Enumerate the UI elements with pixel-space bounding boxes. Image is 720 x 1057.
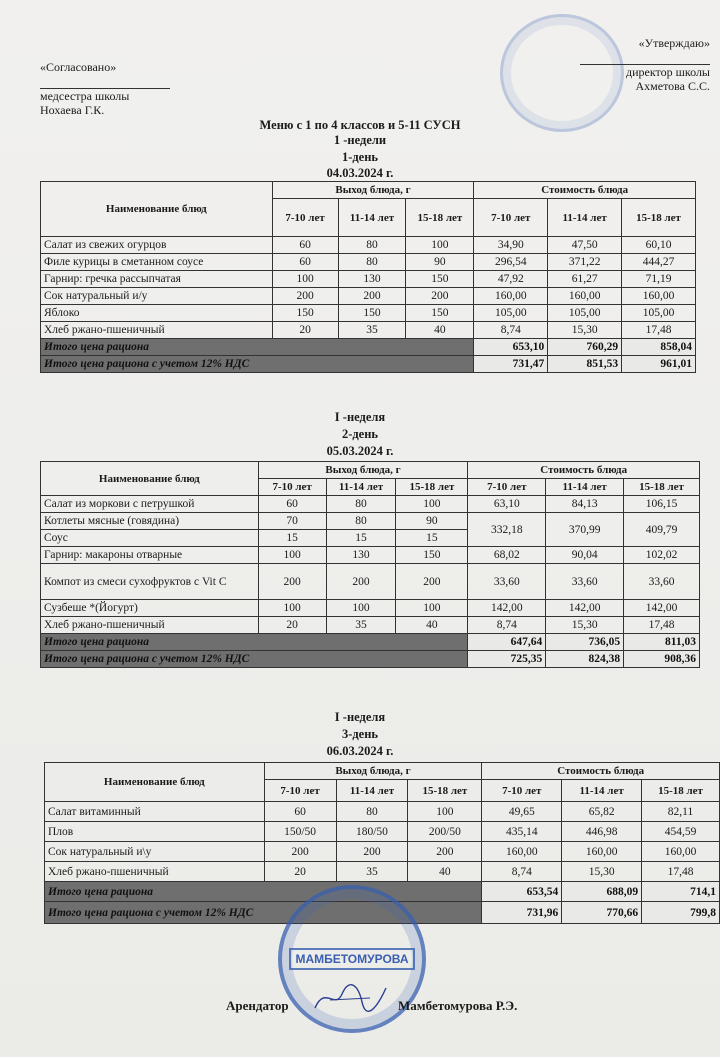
col-dish-name: Наименование блюд bbox=[41, 462, 259, 496]
approved-block bbox=[560, 36, 710, 93]
agreed-block bbox=[40, 60, 180, 117]
col-yield: Выход блюда, г bbox=[264, 763, 482, 780]
tenant-role: Арендатор bbox=[226, 998, 289, 1013]
day1-date: 04.03.2024 г. bbox=[326, 166, 394, 180]
total-row: Итого цена рациона 653,10 760,29 858,04 bbox=[41, 339, 696, 356]
approved-label: «Утверждаю» bbox=[638, 36, 710, 50]
tenant-name: Мамбетомурова Р.Э. bbox=[398, 998, 518, 1013]
table-row: Компот из смеси сухофруктов с Vit C 200 200 200 33,60 33,60 33,60 bbox=[41, 564, 700, 600]
table-row: Сок натуральный и\у 200 200 200 160,00 160,00 160,00 bbox=[45, 842, 720, 862]
age-15-18: 15-18 лет bbox=[622, 199, 696, 237]
menu-title: Меню с 1 по 4 классов и 5-11 СУСН bbox=[259, 118, 461, 132]
total-vat-row: Итого цена рациона с учетом 12% НДС 731,47 851,53 961,01 bbox=[41, 356, 696, 373]
table-row: Котлеты мясные (говядина) 70 80 90 332,18 370,99 409,79 bbox=[41, 513, 700, 530]
day2-week: I -неделя bbox=[334, 410, 386, 424]
age-11-14: 11-14 лет bbox=[548, 199, 622, 237]
col-yield: Выход блюда, г bbox=[258, 462, 468, 479]
table-row: Сок натуральный и/у 200 200 200 160,00 160,00 160,00 bbox=[41, 288, 696, 305]
director-name: Ахметова С.С. bbox=[635, 79, 710, 93]
day3-date: 06.03.2024 г. bbox=[326, 744, 394, 758]
signature-line-right bbox=[580, 50, 710, 65]
col-cost: Стоимость блюда bbox=[468, 462, 700, 479]
table-row: Сузбеше *(Йогурт) 100 100 100 142,00 142,00 142,00 bbox=[41, 600, 700, 617]
table-row: Соус 15 15 15 bbox=[41, 530, 700, 547]
age-15-18: 15-18 лет bbox=[406, 199, 474, 237]
nurse-name: Нохаева Г.К. bbox=[40, 103, 105, 117]
table-row: Хлеб ржано-пшеничный 20 35 40 8,74 15,30 17,48 bbox=[45, 862, 720, 882]
age-7-10: 7-10 лет bbox=[258, 479, 326, 496]
day2-menu-table bbox=[40, 461, 700, 668]
agreed-label: «Согласовано» bbox=[40, 60, 117, 74]
col-cost: Стоимость блюда bbox=[482, 763, 720, 780]
day1-week: 1 -недели bbox=[333, 133, 387, 147]
day2-day: 2-день bbox=[341, 427, 379, 441]
table-row: Салат из свежих огурцов 60 80 100 34,90 47,50 60,10 bbox=[41, 237, 696, 254]
table-row: Хлеб ржано-пшеничный 20 35 40 8,74 15,30 17,48 bbox=[41, 617, 700, 634]
age-11-14: 11-14 лет bbox=[562, 780, 642, 802]
col-cost: Стоимость блюда bbox=[474, 182, 696, 199]
age-11-14: 11-14 лет bbox=[338, 199, 406, 237]
table-row: Плов 150/50 180/50 200/50 435,14 446,98 454,59 bbox=[45, 822, 720, 842]
col-yield: Выход блюда, г bbox=[272, 182, 474, 199]
age-15-18: 15-18 лет bbox=[624, 479, 700, 496]
table-header-row bbox=[45, 763, 720, 780]
col-dish-name: Наименование блюд bbox=[41, 182, 273, 237]
signature-scribble-icon bbox=[310, 980, 390, 1016]
age-7-10: 7-10 лет bbox=[264, 780, 336, 802]
age-7-10: 7-10 лет bbox=[482, 780, 562, 802]
age-11-14: 11-14 лет bbox=[546, 479, 624, 496]
col-dish-name: Наименование блюд bbox=[45, 763, 265, 802]
day3-day: 3-день bbox=[341, 727, 379, 741]
table-row: Салат из моркови с петрушкой 60 80 100 63,10 84,13 106,15 bbox=[41, 496, 700, 513]
day1-menu-table bbox=[40, 181, 696, 373]
day2-date: 05.03.2024 г. bbox=[326, 444, 394, 458]
age-11-14: 11-14 лет bbox=[326, 479, 396, 496]
table-header-row bbox=[41, 462, 700, 479]
age-15-18: 15-18 лет bbox=[396, 479, 468, 496]
table-row: Хлеб ржано-пшеничный 20 35 40 8,74 15,30 17,48 bbox=[41, 322, 696, 339]
table-row: Яблоко 150 150 150 105,00 105,00 105,00 bbox=[41, 305, 696, 322]
table-row: Гарнир: гречка рассыпчатая 100 130 150 47,92 61,27 71,19 bbox=[41, 271, 696, 288]
table-row: Филе курицы в сметанном соусе 60 80 90 296,54 371,22 444,27 bbox=[41, 254, 696, 271]
total-vat-row: Итого цена рациона с учетом 12% НДС 731,96 770,66 799,8 bbox=[45, 902, 720, 924]
total-row: Итого цена рациона 647,64 736,05 811,03 bbox=[41, 634, 700, 651]
table-header-row bbox=[41, 182, 696, 199]
day1-day: 1-день bbox=[341, 150, 379, 164]
signature-line-left bbox=[40, 74, 170, 89]
seal-name: МАМБЕТОМУРОВА bbox=[289, 948, 414, 970]
age-11-14: 11-14 лет bbox=[336, 780, 408, 802]
nurse-position: медсестра школы bbox=[40, 89, 130, 103]
total-vat-row: Итого цена рациона с учетом 12% НДС 725,35 824,38 908,36 bbox=[41, 651, 700, 668]
director-position: директор школы bbox=[626, 65, 710, 79]
age-7-10: 7-10 лет bbox=[474, 199, 548, 237]
age-7-10: 7-10 лет bbox=[468, 479, 546, 496]
day3-week: I -неделя bbox=[334, 710, 386, 724]
total-row: Итого цена рациона 653,54 688,09 714,1 bbox=[45, 882, 720, 902]
table-row: Гарнир: макароны отварные 100 130 150 68,02 90,04 102,02 bbox=[41, 547, 700, 564]
age-15-18: 15-18 лет bbox=[642, 780, 720, 802]
age-7-10: 7-10 лет bbox=[272, 199, 338, 237]
table-row: Салат витаминный 60 80 100 49,65 65,82 82,11 bbox=[45, 802, 720, 822]
age-15-18: 15-18 лет bbox=[408, 780, 482, 802]
